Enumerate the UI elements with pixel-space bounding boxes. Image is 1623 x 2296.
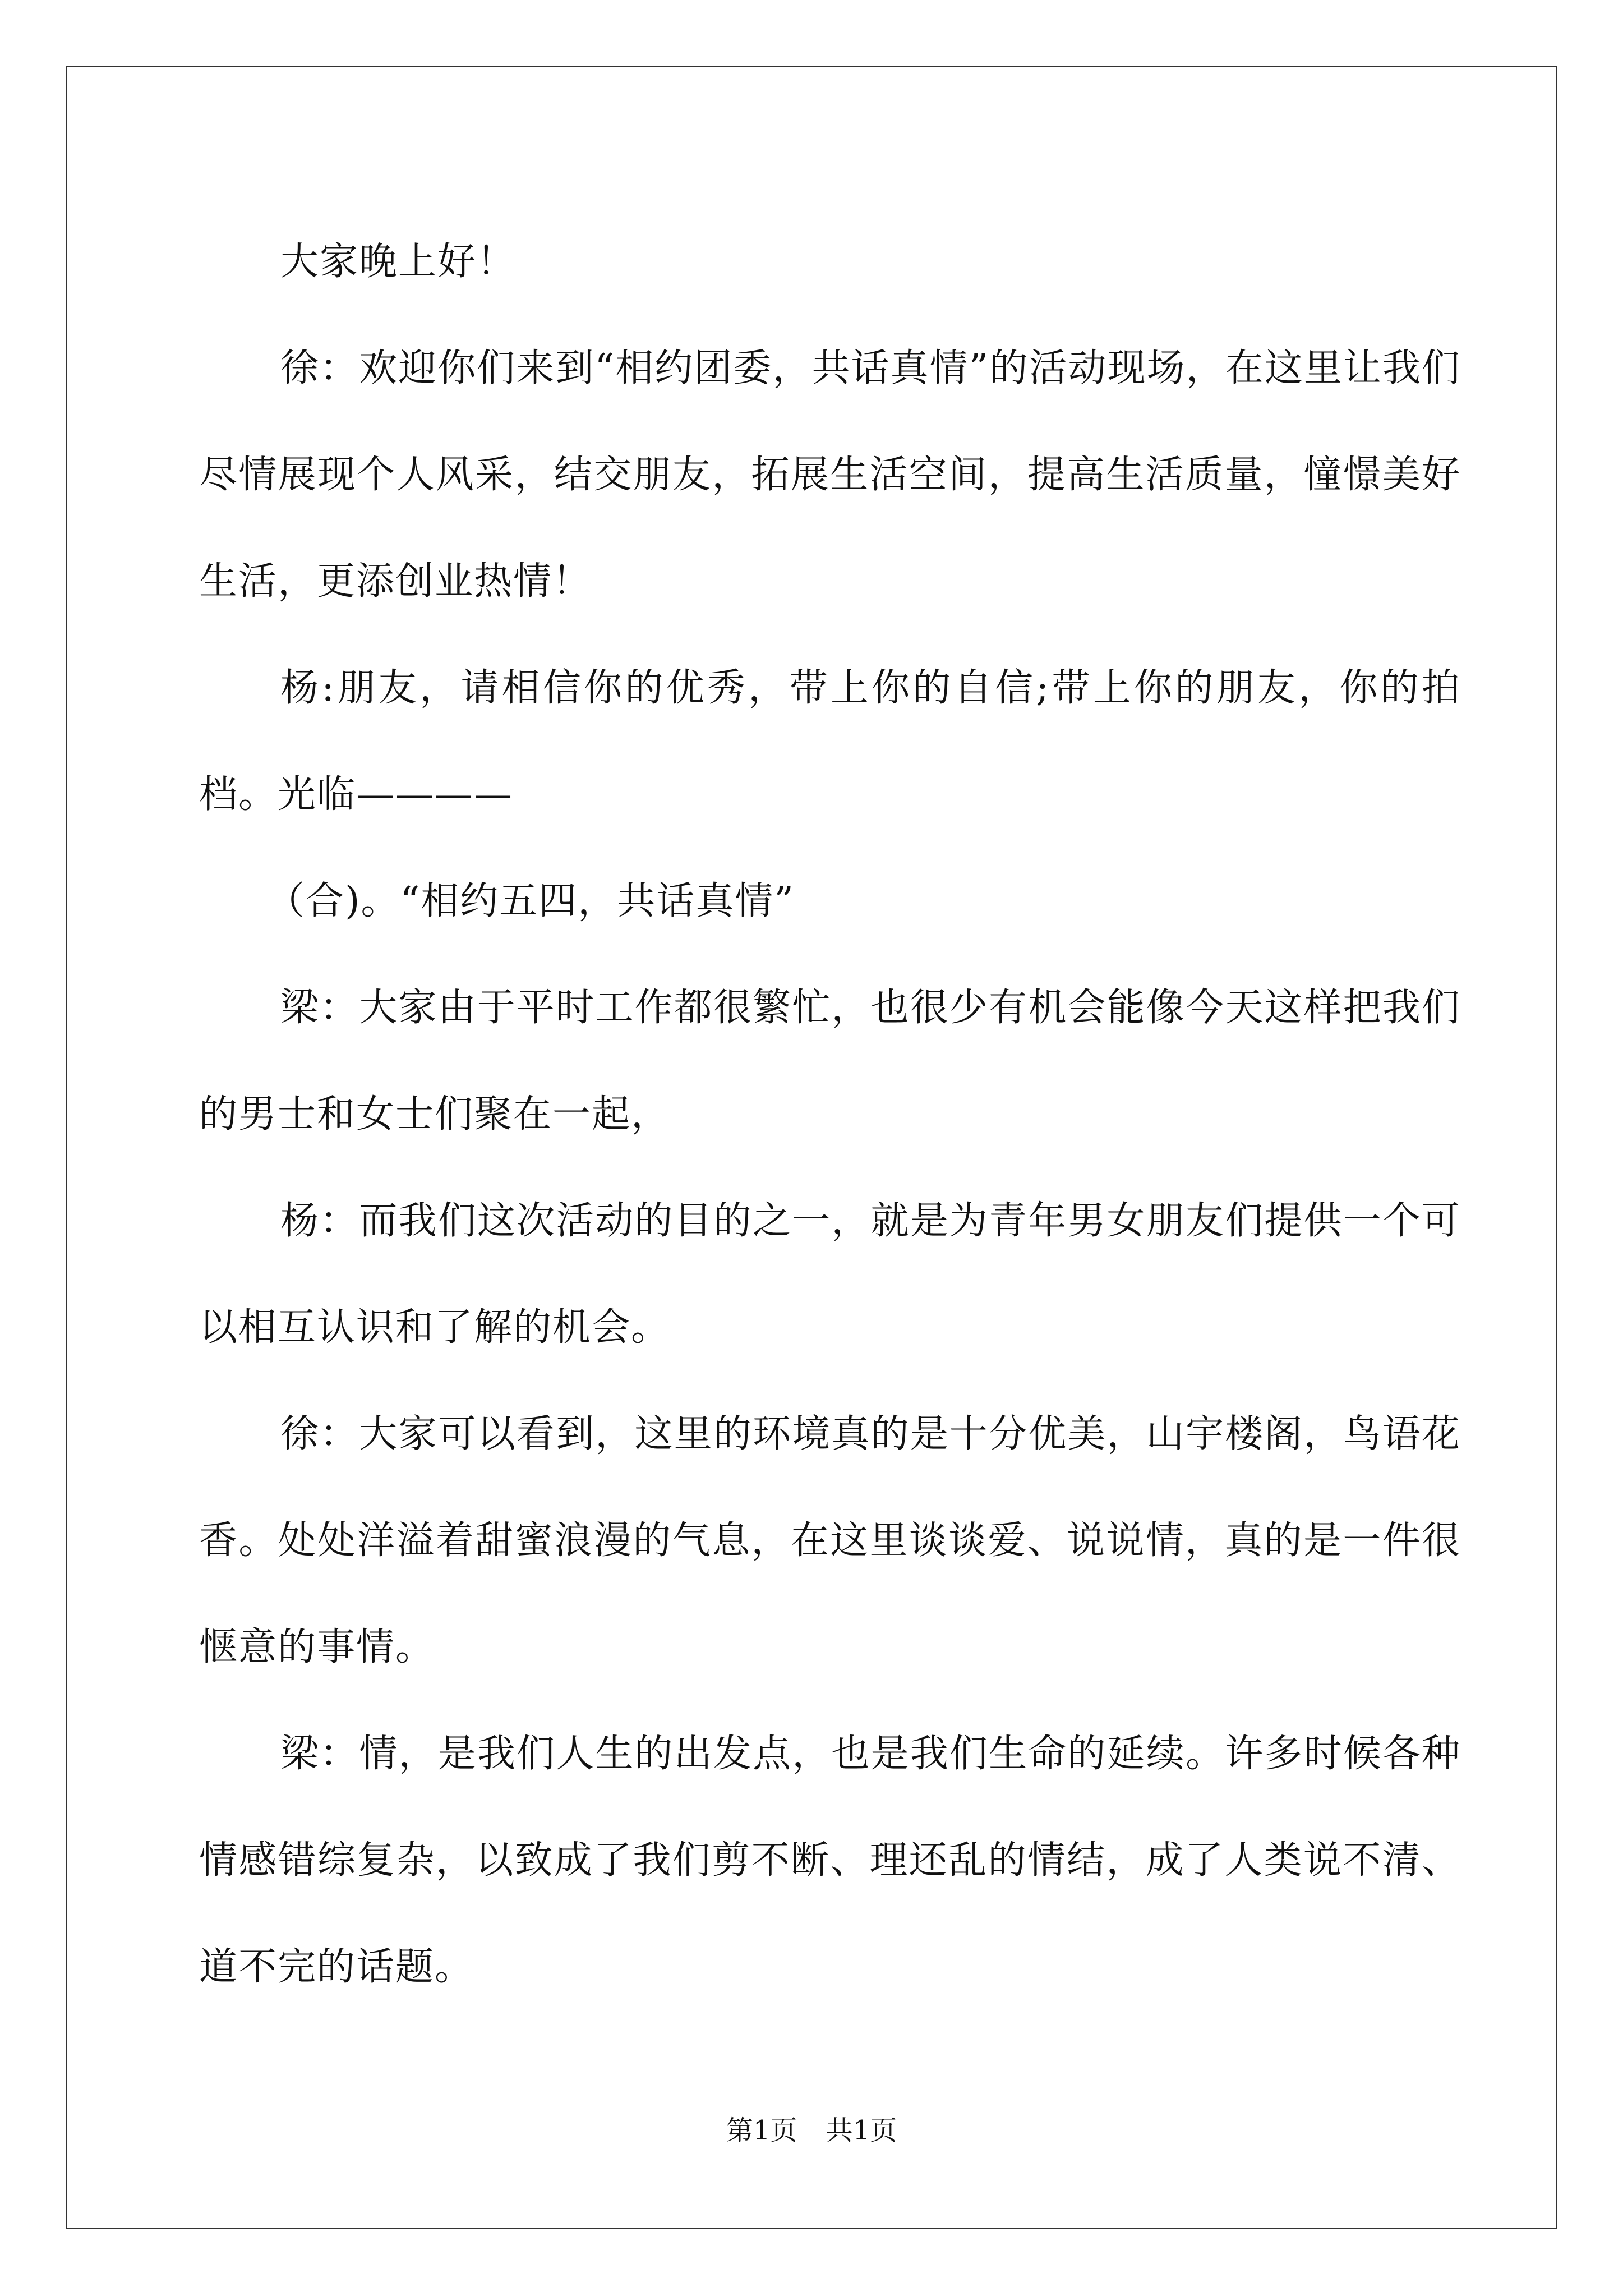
paragraph-yang-friends: 杨:朋友，请相信你的优秀，带上你的自信;带上你的朋友，你的拍档。光临———— [199,666,1461,817]
paragraph-greeting: 大家晚上好！ [280,240,517,284]
paragraph-xu-welcome: 徐：欢迎你们来到“相约团委，共话真情”的活动现场，在这里让我们尽情展现个人风采，结交朋友，拓展生活空间，提高生活质量，憧憬美好生活，更添创业热情！ [199,346,1461,604]
page-number-current: 第1页 [726,2115,797,2146]
paragraph-xu-environment: 徐：大家可以看到，这里的环境真的是十分优美，山宇楼阁，鸟语花香。处处洋溢着甜蜜浪漫的气息，在这里谈谈爱、说说情，真的是一件很惬意的事情。 [199,1412,1461,1669]
page-number-total: 共1页 [826,2115,897,2146]
paragraph-liang-busy: 梁：大家由于平时工作都很繁忙，也很少有机会能像今天这样把我们的男士和女士们聚在一起， [199,986,1461,1137]
document-body [199,209,1461,2021]
paragraph-yang-purpose: 杨：而我们这次活动的目的之一，就是为青年男女朋友们提供一个可以相互认识和了解的机会。 [199,1199,1461,1350]
paragraph-liang-emotion: 梁：情，是我们人生的出发点，也是我们生命的延续。许多时候各种情感错综复杂，以致成了我们剪不断、理还乱的情结，成了人类说不清、道不完的话题。 [199,1732,1461,1989]
paragraph-together: （合)。“相约五四，共话真情” [266,879,795,923]
page-footer [0,2114,1623,2147]
